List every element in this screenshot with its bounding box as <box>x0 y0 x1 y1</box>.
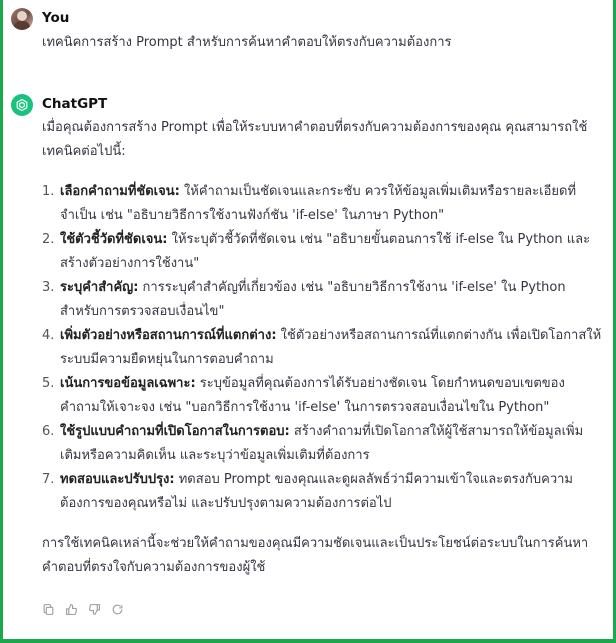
list-item-title: เพิ่มตัวอย่างหรือสถานการณ์ที่แตกต่าง: <box>60 328 277 343</box>
message-actions <box>42 603 124 616</box>
user-message-text: เทคนิคการสร้าง Prompt สำหรับการค้นหาคำตอบให้ตรงกับความต้องการ <box>42 35 452 50</box>
list-item <box>42 372 602 420</box>
list-item-title: ใช้รูปแบบคำถามที่เปิดโอกาสในการตอบ: <box>60 424 290 439</box>
chatgpt-logo-icon <box>11 94 33 116</box>
list-number: 3. <box>42 280 55 295</box>
regenerate-icon[interactable] <box>111 603 124 616</box>
list-item-body: ให้ระบุตัวชี้วัดที่ชัดเจน เช่น "อธิบายขั้นตอนการใช้ if-else ใน Python และสร้างตัวอย่างการใช้งาน" <box>60 232 591 271</box>
user-avatar <box>11 8 33 30</box>
assistant-outro: การใช้เทคนิคเหล่านี้จะช่วยให้คำถามของคุณมีความชัดเจนและเป็นประโยชน์ต่อระบบในการค้นหาคำตอบที่ตรงใจกับความต้องการของผู้ใช้ <box>42 536 589 575</box>
list-number: 7. <box>42 472 55 487</box>
list-item-body: ใช้ตัวอย่างหรือสถานการณ์ที่แตกต่างกัน เพื่อเปิดโอกาสให้ระบบมีความยืดหยุ่นในการตอบคำถาม <box>60 328 602 367</box>
list-number: 1. <box>42 184 55 199</box>
list-number: 2. <box>42 232 55 247</box>
list-item <box>42 324 602 372</box>
list-item-title: ใช้ตัวชี้วัดที่ชัดเจน: <box>60 232 168 247</box>
thumbs-up-icon[interactable] <box>65 603 78 616</box>
assistant-intro: เมื่อคุณต้องการสร้าง Prompt เพื่อให้ระบบหาคำตอบที่ตรงกับความต้องการของคุณ คุณสามารถใช้เทคนิคต่อไปนี้: <box>42 120 588 159</box>
list-item <box>42 180 602 228</box>
assistant-author-name: ChatGPT <box>42 96 108 112</box>
list-item-body: ให้คำถามเป็นชัดเจนและกระชับ ควรให้ข้อมูลเพิ่มเติมหรือรายละเอียดที่จำเป็น เช่น "อธิบายวิธีการใช้งานฟังก์ชัน 'if-else' ในภาษา Python" <box>60 184 577 223</box>
list-number: 4. <box>42 328 55 343</box>
list-item <box>42 468 602 516</box>
list-item-body: สร้างคำถามที่เปิดโอกาสให้ผู้ใช้สามารถให้ข้อมูลเพิ่มเติมหรือความคิดเห็น และระบุว่าข้อมูลเพิ่มเติมที่ต้องการ <box>60 424 584 463</box>
list-item <box>42 276 602 324</box>
technique-list <box>42 180 602 516</box>
list-item-body: ระบุข้อมูลที่คุณต้องการได้รับอย่างชัดเจน โดยกำหนดขอบเขตของคำถามให้เจาะจง เช่น "บอกวิธีการใช้งาน 'if-else' ในการตรวจสอบเงื่อนไขใน Python" <box>60 376 565 415</box>
list-number: 6. <box>42 424 55 439</box>
list-item-title: เน้นการขอข้อมูลเฉพาะ: <box>60 376 196 391</box>
list-item-title: ระบุคำสำคัญ: <box>60 280 139 295</box>
list-number: 5. <box>42 376 55 391</box>
thumbs-down-icon[interactable] <box>88 603 101 616</box>
list-item-body: ทดสอบ Prompt ของคุณและดูผลลัพธ์ว่ามีความเข้าใจและตรงกับความต้องการของคุณหรือไม่ และปรับปรุงตามความต้องการต่อไป <box>60 472 573 511</box>
list-item <box>42 420 602 468</box>
copy-icon[interactable] <box>42 603 55 616</box>
list-item-title: เลือกคำถามที่ชัดเจน: <box>60 184 180 199</box>
user-author-name: You <box>42 10 70 26</box>
list-item-body: การระบุคำสำคัญที่เกี่ยวข้อง เช่น "อธิบายวิธีการใช้งาน 'if-else' ใน Python สำหรับการตรวจสอบเงื่อนไข" <box>60 280 566 319</box>
list-item <box>42 228 602 276</box>
list-item-title: ทดสอบและปรับปรุง: <box>60 472 175 487</box>
